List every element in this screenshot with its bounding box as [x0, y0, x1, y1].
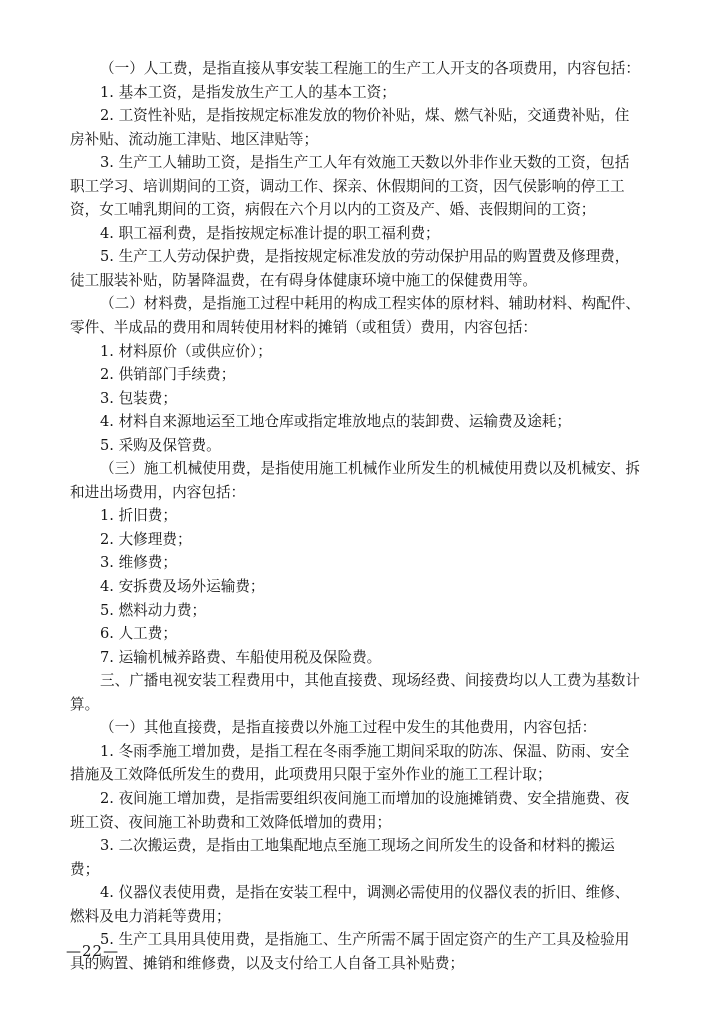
text-line: 算。 [70, 695, 100, 713]
text-line: 2. 工资性补贴，是指按规定标准发放的物价补贴，煤、燃气补贴，交通费补贴，住 [100, 107, 630, 125]
text-line: 4. 仪器仪表使用费，是指在安装工程中，调测必需使用的仪器仪表的折旧、维修、 [100, 884, 630, 902]
text-line: （三）施工机械使用费，是指使用施工机械作业所发生的机械使用费以及机械安、拆 [100, 460, 640, 478]
text-line: 资，女工哺乳期间的工资，病假在六个月以内的工资及产、婚、丧假期间的工资； [70, 201, 596, 219]
text-line: 5. 生产工具用具使用费，是指施工、生产所需不属于固定资产的生产工具及检验用 [100, 931, 630, 949]
text-line: （一）人工费，是指直接从事安装工程施工的生产工人开支的各项费用，内容包括： [100, 60, 640, 77]
page-number: —22— [66, 942, 120, 960]
text-line: 5. 生产工人劳动保护费，是指按规定标准发放的劳动保护用品的购置费及修理费， [100, 248, 630, 266]
text-line: 5. 燃料动力费； [100, 601, 207, 619]
text-line: 职工学习、培训期间的工资，调动工作、探亲、休假期间的工资，因气侯影响的停工工 [70, 177, 625, 195]
text-line: 3. 二次搬运费，是指由工地集配地点至施工现场之间所发生的设备和材料的搬运 [100, 837, 615, 855]
text-line: 6. 人工费； [100, 625, 177, 643]
text-line: 费； [70, 860, 100, 878]
text-line: 徒工服装补贴，防暑降温费，在有碍身体健康环境中施工的保健费用等。 [70, 271, 538, 289]
text-line: 措施及工效降低所发生的费用，此项费用只限于室外作业的施工工程计取； [70, 766, 552, 784]
text-line: 班工资、夜间施工补助费和工效降低增加的费用； [70, 813, 392, 831]
text-line: 1. 基本工资，是指发放生产工人的基本工资； [100, 83, 396, 101]
text-line: 2. 大修理费； [100, 530, 192, 548]
text-line: 具的购置、摊销和维修费，以及支付给工人自备工具补贴费； [70, 954, 465, 972]
text-line: 3. 生产工人辅助工资，是指生产工人年有效施工天数以外非作业天数的工资，包括 [100, 154, 630, 172]
body-text [70, 57, 662, 975]
text-line: 三、广播电视安装工程费用中，其他直接费、现场经费、间接费均以人工费为基数计 [100, 672, 640, 690]
text-line: 燃料及电力消耗等费用； [70, 907, 231, 925]
text-line: 3. 包装费； [100, 389, 177, 407]
text-line: （一）其他直接费，是指直接费以外施工过程中发生的其他费用，内容包括： [100, 719, 597, 737]
text-line: 1. 冬雨季施工增加费，是指工程在冬雨季施工期间采取的防冻、保温、防雨、安全 [100, 742, 630, 760]
text-line: 和进出场费用，内容包括： [70, 483, 246, 501]
text-line: 1. 材料原价（或供应价）； [100, 342, 272, 360]
text-line: 5. 采购及保管费。 [100, 436, 221, 454]
text-line: （二）材料费，是指施工过程中耗用的构成工程实体的原材料、辅助材料、构配件、 [100, 295, 640, 313]
text-line: 房补贴、流动施工津贴、地区津贴等； [70, 130, 319, 148]
text-line: 4. 职工福利费，是指按规定标准计提的职工福利费； [100, 224, 440, 242]
text-line: 7. 运输机械养路费、车船使用税及保险费。 [100, 648, 382, 666]
text-line: 2. 夜间施工增加费，是指需要组织夜间施工而增加的设施摊销费、安全措施费、夜 [100, 789, 630, 807]
text-line: 零件、半成品的费用和周转使用材料的摊销（或租赁）费用，内容包括： [70, 319, 538, 337]
text-line: 2. 供销部门手续费； [100, 366, 236, 384]
text-line: 4. 安拆费及场外运输费； [100, 578, 265, 596]
text-line: 3. 维修费； [100, 554, 177, 572]
text-line: 1. 折旧费； [100, 507, 177, 525]
text-line: 4. 材料自来源地运至工地仓库或指定堆放地点的装卸费、运输费及途耗； [100, 413, 571, 431]
